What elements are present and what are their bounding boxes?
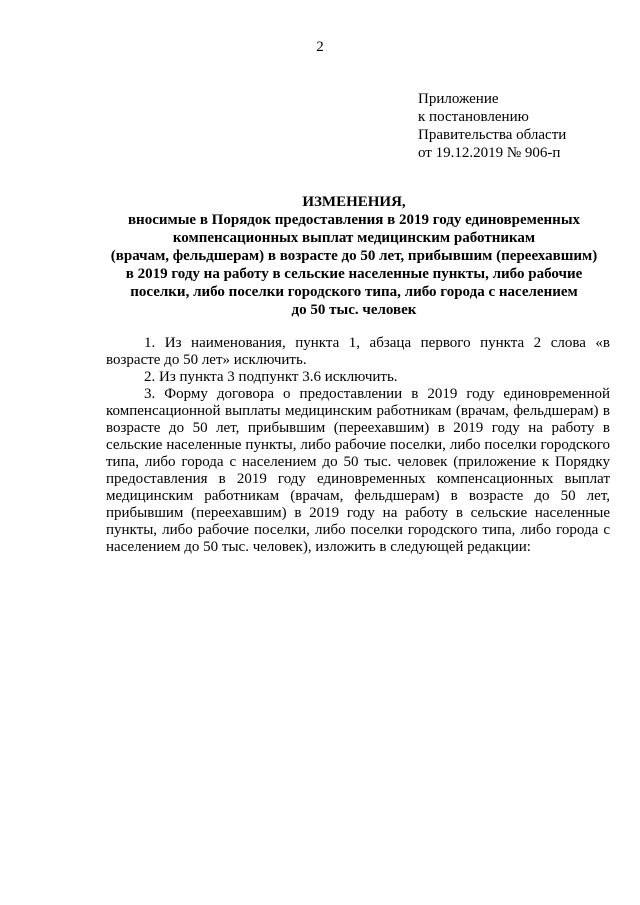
heading-line: поселки, либо поселки городского типа, либо города с населением [130,284,578,300]
page-number: 2 [316,39,324,55]
appendix-line: к постановлению [418,109,529,125]
heading-line: в 2019 году на работу в сельские населенные пункты, либо рабочие [125,266,583,282]
document-body [106,335,610,556]
paragraph-1: 1. Из наименования, пункта 1, абзаца первого пункта 2 слова «в возрасте до 50 лет» исключить. [106,335,610,368]
heading-line: (врачам, фельдшерам) в возрасте до 50 лет, прибывшим (переехавшим) [110,248,598,264]
appendix-line: Приложение [418,91,499,107]
heading-title: ИЗМЕНЕНИЯ, [302,194,406,210]
heading-line: вносимые в Порядок предоставления в 2019 году единовременных [127,212,581,228]
paragraph-2: 2. Из пункта 3 подпункт 3.6 исключить. [144,369,398,385]
heading-line: компенсационных выплат медицинским работникам [172,230,536,246]
heading-line: до 50 тыс. человек [291,302,417,318]
appendix-line: от 19.12.2019 № 906-п [418,145,561,161]
appendix-block [418,90,566,162]
document-heading [96,193,612,319]
paragraph-3: 3. Форму договора о предоставлении в 2019 году единовременной компенсационной выплаты медицинским работникам (врачам, фельдшерам) в возрасте до 50 лет, прибывшим (переехавшим) в 2019 году на работу в сельские населенные пункты, либо рабочие поселки, либо поселки городского типа, либо города с населением до 50 тыс. человек (приложение к Порядку предоставления в 2019 году единовременных компенсационных выплат медицинским работникам (врачам, фельдшерам) в возрасте до 50 лет, прибывшим (переехавшим) в 2019 году на работу в сельские населенные пункты, либо рабочие поселки, либо поселки городского типа, либо города с населением до 50 тыс. человек), изложить в следующей редакции: [106,386,610,555]
appendix-line: Правительства области [418,127,567,143]
